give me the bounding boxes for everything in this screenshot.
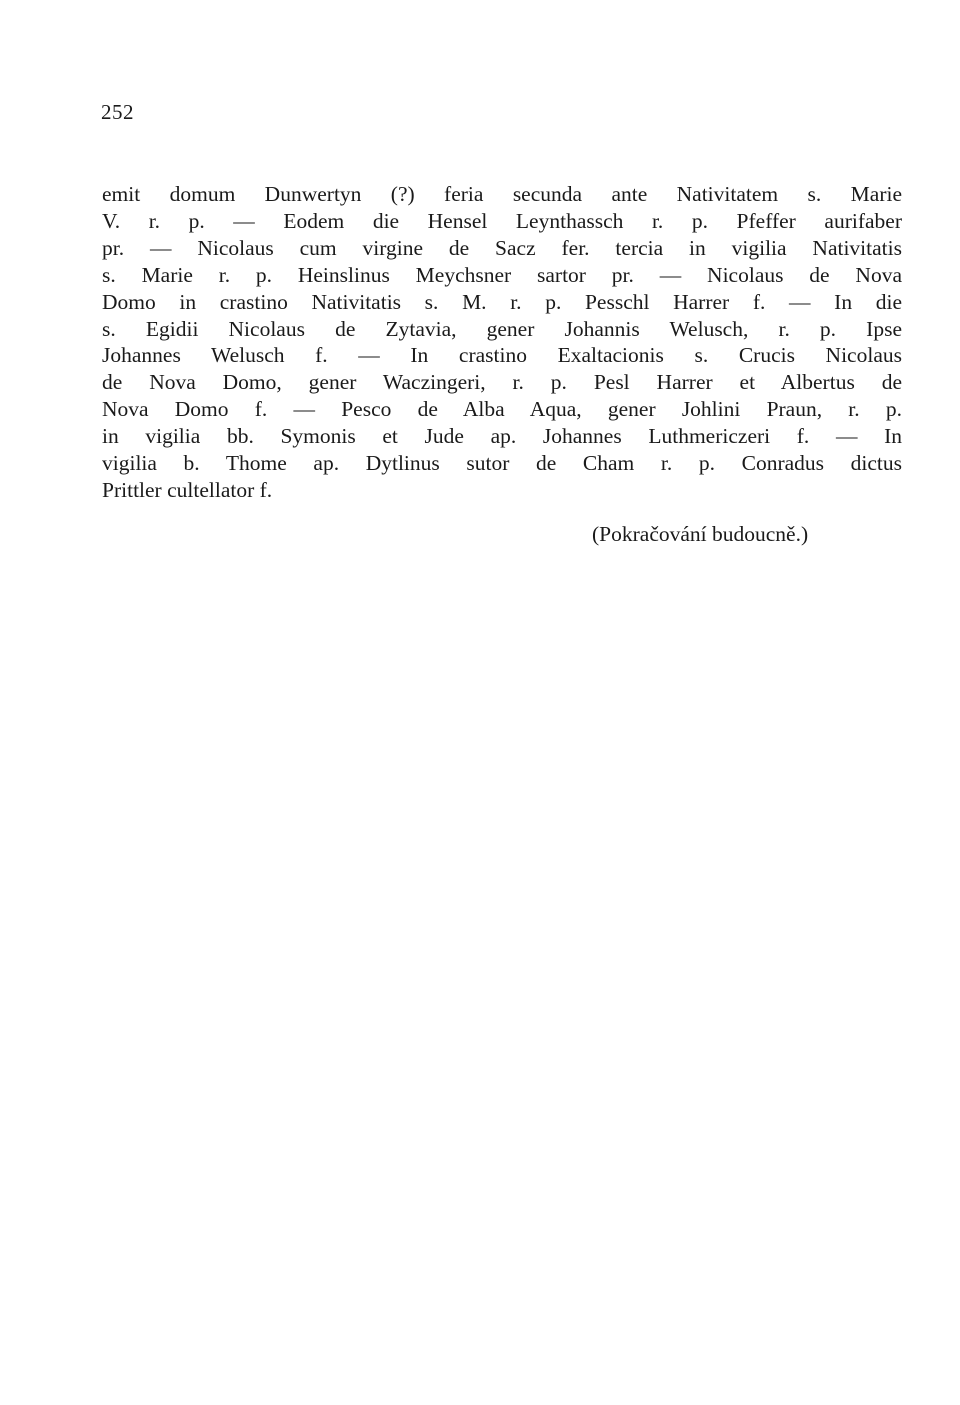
- text-line: s. Egidii Nicolaus de Zytavia, gener Johannis Welusch, r. p. Ipse: [102, 316, 902, 341]
- page-number: 252: [101, 100, 134, 124]
- text-line: pr. — Nicolaus cum virgine de Sacz fer. tercia in vigilia Nativitatis: [102, 235, 902, 260]
- text-line: in vigilia bb. Symonis et Jude ap. Johannes Luthmericzeri f. — In: [102, 424, 902, 449]
- text-line: Prittler cultellator f.: [102, 477, 273, 502]
- text-line: de Nova Domo, gener Waczingeri, r. p. Pesl Harrer et Albertus de: [102, 370, 902, 395]
- text-line: Nova Domo f. — Pesco de Alba Aqua, gener Johlini Praun, r. p.: [102, 397, 902, 422]
- text-line: Johannes Welusch f. — In crastino Exaltacionis s. Crucis Nicolaus: [102, 343, 902, 368]
- text-line: Domo in crastino Nativitatis s. M. r. p. Pesschl Harrer f. — In die: [102, 289, 902, 314]
- text-line: s. Marie r. p. Heinslinus Meychsner sartor pr. — Nicolaus de Nova: [102, 262, 902, 287]
- text-line: V. r. p. — Eodem die Hensel Leynthassch r. p. Pfeffer aurifaber: [102, 208, 902, 233]
- continuation-note: (Pokračování budoucně.): [592, 522, 809, 546]
- text-line: emit domum Dunwertyn (?) feria secunda ante Nativitatem s. Marie: [102, 182, 902, 206]
- body-text: [102, 181, 902, 504]
- text-line: vigilia b. Thome ap. Dytlinus sutor de Cham r. p. Conradus dictus: [102, 451, 902, 476]
